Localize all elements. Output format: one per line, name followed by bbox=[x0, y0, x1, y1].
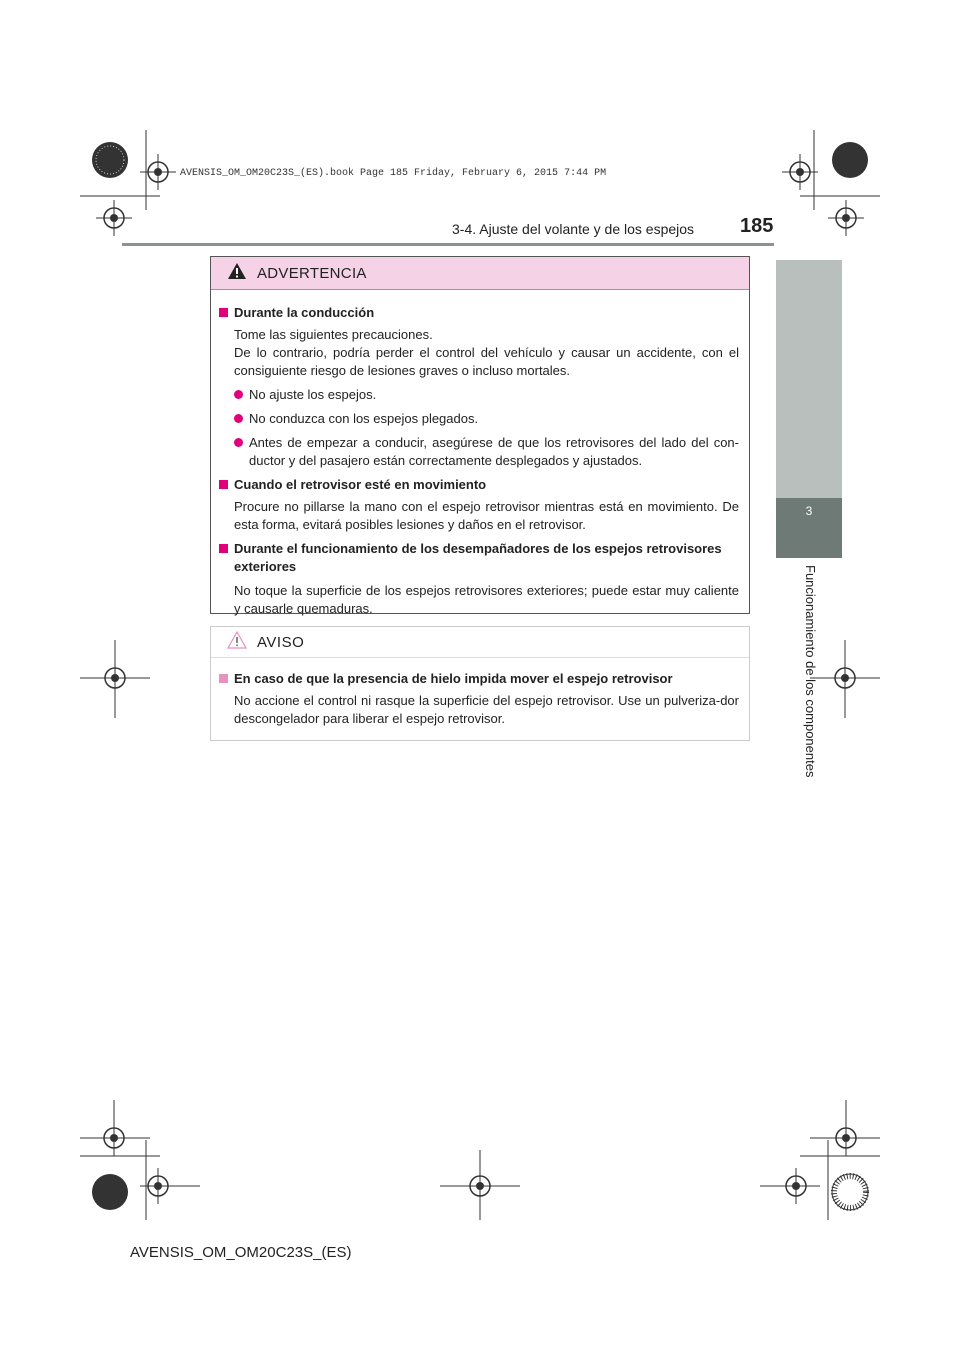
warning-paragraph: Tome las siguientes precauciones. De lo contrario, podría perder el control del vehículo y causar un accidente, con el consiguiente riesgo de lesiones graves o incluso mortales. bbox=[234, 327, 739, 378]
registration-mark-bottom-center bbox=[440, 1150, 520, 1230]
chapter-label bbox=[800, 565, 820, 785]
registration-mark-bottom-right bbox=[750, 1100, 880, 1220]
warning-paragraph: Procure no pillarse la mano con el espejo retrovisor mientras está en movimiento. De esta forma, evitará posibles lesiones y daños en el retrovisor. bbox=[234, 499, 739, 532]
circle-bullet-icon bbox=[234, 414, 243, 423]
registration-mark-bottom-left bbox=[80, 1100, 210, 1220]
notice-header bbox=[211, 627, 749, 658]
circle-bullet-icon bbox=[234, 438, 243, 447]
warning-body bbox=[211, 290, 749, 618]
warning-title: ADVERTENCIA bbox=[257, 264, 367, 282]
warning-paragraph: No toque la superficie de los espejos retrovisores exteriores; puede estar muy caliente y causarle quemaduras. bbox=[234, 583, 739, 616]
notice-paragraph: No accione el control ni rasque la superficie del espejo retrovisor. Use un pulveriza-dor descongelador para liberar el espejo retrovisor. bbox=[234, 693, 739, 726]
warning-section-heading: Durante el funcionamiento de los desempañadores de los espejos retrovisores exteriores bbox=[219, 540, 739, 576]
warning-section-heading: Cuando el retrovisor esté en movimiento bbox=[219, 476, 739, 494]
header-rule bbox=[122, 243, 774, 246]
warning-triangle-icon bbox=[227, 262, 247, 285]
notice-box bbox=[210, 626, 750, 741]
registration-mark-top-right bbox=[760, 130, 880, 250]
footer-code: AVENSIS_OM_OM20C23S_(ES) bbox=[130, 1244, 352, 1261]
warning-box bbox=[210, 256, 750, 614]
registration-mark-top-left bbox=[80, 130, 200, 250]
page-number: 185 bbox=[740, 215, 774, 237]
notice-body bbox=[211, 658, 749, 728]
square-bullet-icon bbox=[219, 308, 228, 317]
warning-bullet: No conduzca con los espejos plegados. bbox=[234, 410, 739, 428]
chapter-number: 3 bbox=[805, 504, 813, 518]
warning-bullet: Antes de empezar a conducir, asegúrese de que los retrovisores del lado del con-ductor y del pasajero están correctamente desplegados y ajustados. bbox=[234, 434, 739, 470]
chapter-tab-bar bbox=[776, 260, 842, 498]
circle-bullet-icon bbox=[234, 390, 243, 399]
notice-heading: En caso de que la presencia de hielo impida mover el espejo retrovisor bbox=[219, 670, 739, 688]
warning-header bbox=[211, 257, 749, 290]
square-bullet-icon bbox=[219, 674, 228, 683]
square-bullet-icon bbox=[219, 544, 228, 553]
warning-section-heading: Durante la conducción bbox=[219, 304, 739, 322]
registration-mark-right-middle bbox=[810, 640, 880, 720]
registration-mark-left-middle bbox=[80, 640, 150, 720]
chapter-label-text: Funcionamiento de los componentes bbox=[803, 565, 818, 778]
warning-bullet: No ajuste los espejos. bbox=[234, 386, 739, 404]
caution-triangle-icon bbox=[227, 631, 247, 654]
notice-title: AVISO bbox=[257, 633, 305, 651]
square-bullet-icon bbox=[219, 480, 228, 489]
section-title: 3-4. Ajuste del volante y de los espejos bbox=[452, 221, 695, 237]
book-imprint-line: AVENSIS_OM_OM20C23S_(ES).book Page 185 Friday, February 6, 2015 7:44 PM bbox=[180, 168, 607, 179]
